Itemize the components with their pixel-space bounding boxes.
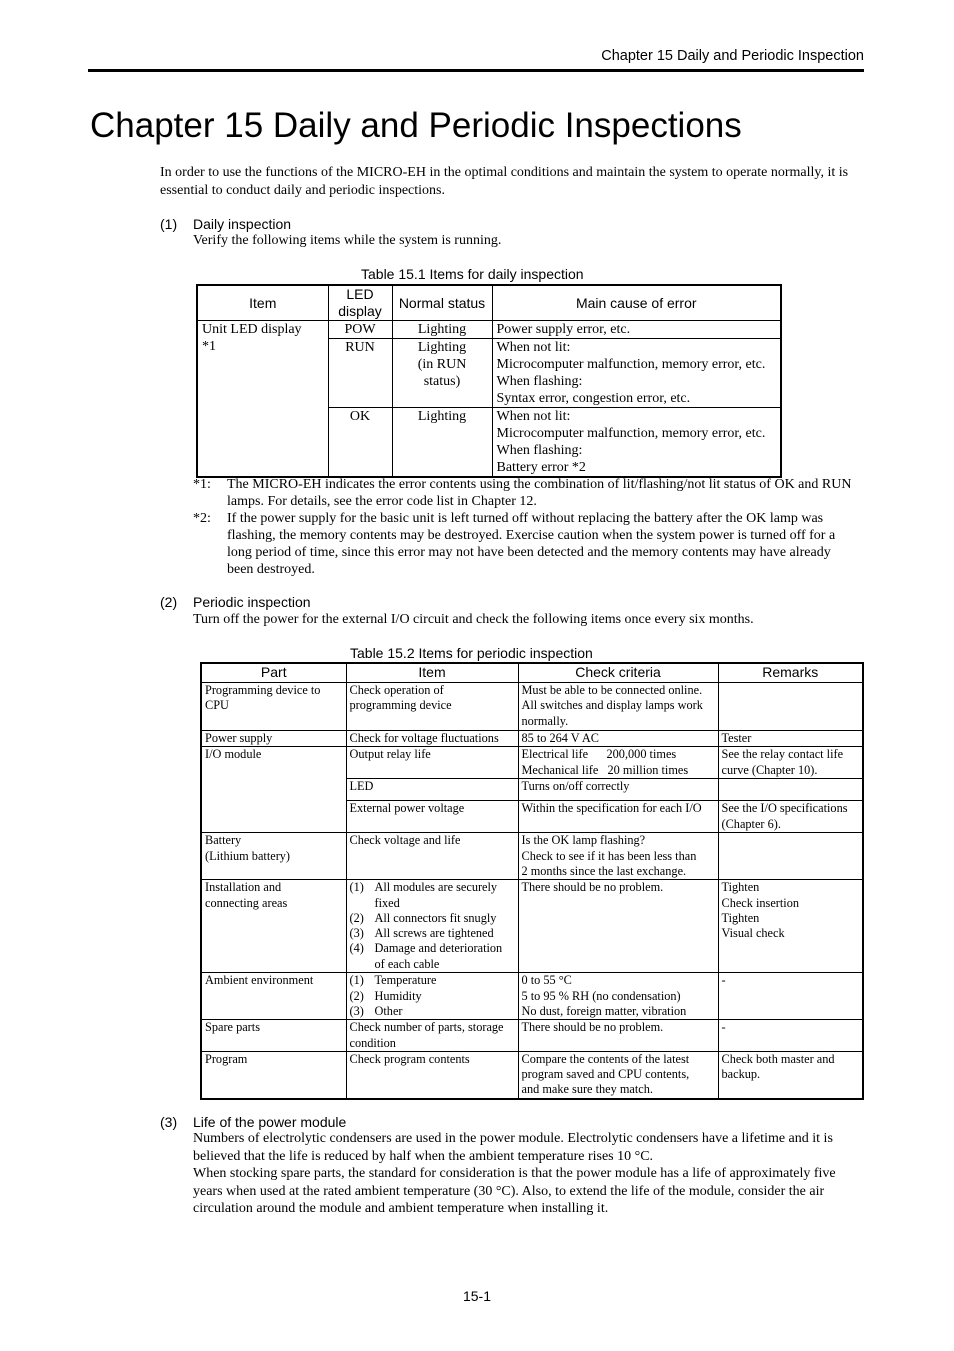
list-item: (2) Humidity [349,988,422,1003]
list-item: (1) All modules are securely fixed [349,880,498,910]
cell-criteria: Is the OK lamp flashing? Check to see if it has been less than 2 months since the last exchange. [518,833,718,880]
cell-remarks: Tester [718,731,863,747]
cell-remarks: See the I/O specifications (Chapter 6). [718,801,863,833]
cell-criteria: Must be able to be connected online. All switches and display lamps work normally. [518,683,718,731]
power-module-paragraph-2: When stocking spare parts, the standard for consideration is that the power module has a life of approximately five years when used at the rated ambient temperature (30 °C). Also, to extend the life of the module, consider the air circulation around the module and ambient temperature when installing it. [193,1166,836,1216]
table-row [197,321,781,339]
cell-item: Check number of parts, storage condition [346,1020,518,1052]
footnote [193,510,858,578]
cell-criteria: There should be no problem. [518,880,718,973]
cell-remarks [718,779,863,801]
column-header-part: Part [201,663,346,683]
cell-part: Spare parts [201,1020,346,1052]
cell-cause: When not lit: Microcomputer malfunction, memory error, etc. When flashing: Battery error *2 [492,408,781,478]
cell-item: Unit LED display *1 [197,321,328,478]
cell-part: Installation and connecting areas [201,880,346,973]
cell-part: Program [201,1051,346,1098]
page-number: 15-1 [462,1288,492,1304]
table-row [201,833,863,880]
check-list [350,880,515,972]
cell-item: Output relay life [346,747,518,779]
section-title: Daily inspection [193,216,292,232]
cell-criteria: 85 to 264 V AC [518,731,718,747]
chapter-title: Chapter 15 Daily and Periodic Inspections [90,106,742,145]
cell-status: Lighting (in RUN status) [392,339,492,408]
cell-item [346,973,518,1020]
section-heading-power-module [160,1114,346,1131]
cell-item [346,880,518,973]
section-heading-daily [160,216,291,233]
section-number: (3) [160,1114,178,1130]
table-row [201,1051,863,1098]
list-item: (1) Temperature [349,973,437,988]
cell-criteria: Compare the contents of the latest program saved and CPU contents, and make sure they match. [518,1051,718,1098]
cell-part: Programming device to CPU [201,683,346,731]
cell-part: Battery (Lithium battery) [201,833,346,880]
cell-item: Check voltage and life [346,833,518,880]
table-row [201,1020,863,1052]
table-row [201,880,863,973]
section-heading-periodic [160,594,311,611]
cell-remarks: Check both master and backup. [718,1051,863,1098]
cell-item: External power voltage [346,801,518,833]
cell-criteria: There should be no problem. [518,1020,718,1052]
cell-part: Power supply [201,731,346,747]
cell-remarks [718,833,863,880]
cell-item: Check for voltage fluctuations [346,731,518,747]
column-header-cause: Main cause of error [492,285,781,321]
list-item: (3) Other [349,1003,403,1018]
table-caption-daily: Table 15.1 Items for daily inspection [361,266,584,282]
column-header-item: Item [346,663,518,683]
table-row [201,683,863,731]
cell-status: Lighting [392,321,492,339]
cell-criteria: Within the specification for each I/O [518,801,718,833]
section-title: Periodic inspection [193,594,311,610]
section-number: (2) [160,594,178,610]
cell-cause: Power supply error, etc. [492,321,781,339]
running-header: Chapter 15 Daily and Periodic Inspection [601,48,864,64]
cell-led: RUN [328,339,392,408]
cell-remarks: - [718,973,863,1020]
cell-criteria: Electrical life 200,000 times Mechanical life 20 million times [518,747,718,779]
cell-remarks: See the relay contact life curve (Chapter 10). [718,747,863,779]
cell-item: LED [346,779,518,801]
power-module-paragraph-1: Numbers of electrolytic condensers are used in the power module. Electrolytic condensers have a lifetime and it is believed that the life is reduced by half when the ambient temperature rises 10 °C. [193,1131,833,1164]
footnote-text: The MICRO-EH indicates the error contents using the combination of lit/flashing/not lit status of OK and RUN lamps. For details, see the error code list in Chapter 12. [227,477,852,509]
cell-remarks [718,683,863,731]
cell-status: Lighting [392,408,492,478]
cell-criteria: 0 to 55 °C 5 to 95 % RH (no condensation) No dust, foreign matter, vibration [518,973,718,1020]
list-item: (4) Damage and deterioration of each cable [349,941,503,971]
column-header-normal-status: Normal status [392,285,492,321]
column-header-criteria: Check criteria [518,663,718,683]
cell-led: OK [328,408,392,478]
cell-remarks: Tighten Check insertion Tighten Visual check [718,880,863,973]
table-row [201,973,863,1020]
table-header-row [197,285,781,321]
list-item: (3) All screws are tightened [349,926,494,941]
column-header-remarks: Remarks [718,663,863,683]
check-list [350,973,515,1019]
table-row [201,747,863,779]
section-number: (1) [160,216,178,232]
cell-part: Ambient environment [201,973,346,1020]
column-header-item: Item [197,285,328,321]
cell-part: I/O module [201,747,346,833]
cell-criteria: Turns on/off correctly [518,779,718,801]
footnote [193,476,858,510]
section-title: Life of the power module [193,1114,347,1130]
list-item: (2) All connectors fit snugly [349,910,497,925]
cell-led: POW [328,321,392,339]
table-header-row [201,663,863,683]
footnote-text: If the power supply for the basic unit is left turned off without replacing the battery after the OK lamp was flashing, the memory contents may be destroyed. Exercise caution when the system power is turned off for a long period of time, since this error may not have been detected and the memory contents may have already been destroyed. [227,511,836,577]
intro-paragraph: In order to use the functions of the MICRO-EH in the optimal conditions and maintain the system to operate normally, it is essential to conduct daily and periodic inspections. [160,165,849,198]
cell-cause: When not lit: Microcomputer malfunction, memory error, etc. When flashing: Syntax error, congestion error, etc. [492,339,781,408]
header-rule [88,69,864,72]
cell-remarks: - [718,1020,863,1052]
section-text-daily: Verify the following items while the system is running. [193,233,502,248]
daily-inspection-table [196,284,782,478]
section-text-periodic: Turn off the power for the external I/O circuit and check the following items once every six months. [193,612,754,627]
cell-item: Check operation of programming device [346,683,518,731]
cell-item: Check program contents [346,1051,518,1098]
periodic-inspection-table [200,662,864,1100]
column-header-led: LED display [328,285,392,321]
table-row [201,731,863,747]
table-caption-periodic: Table 15.2 Items for periodic inspection [350,645,593,661]
footnote-mark: *2: [193,511,211,526]
footnote-mark: *1: [193,477,211,492]
